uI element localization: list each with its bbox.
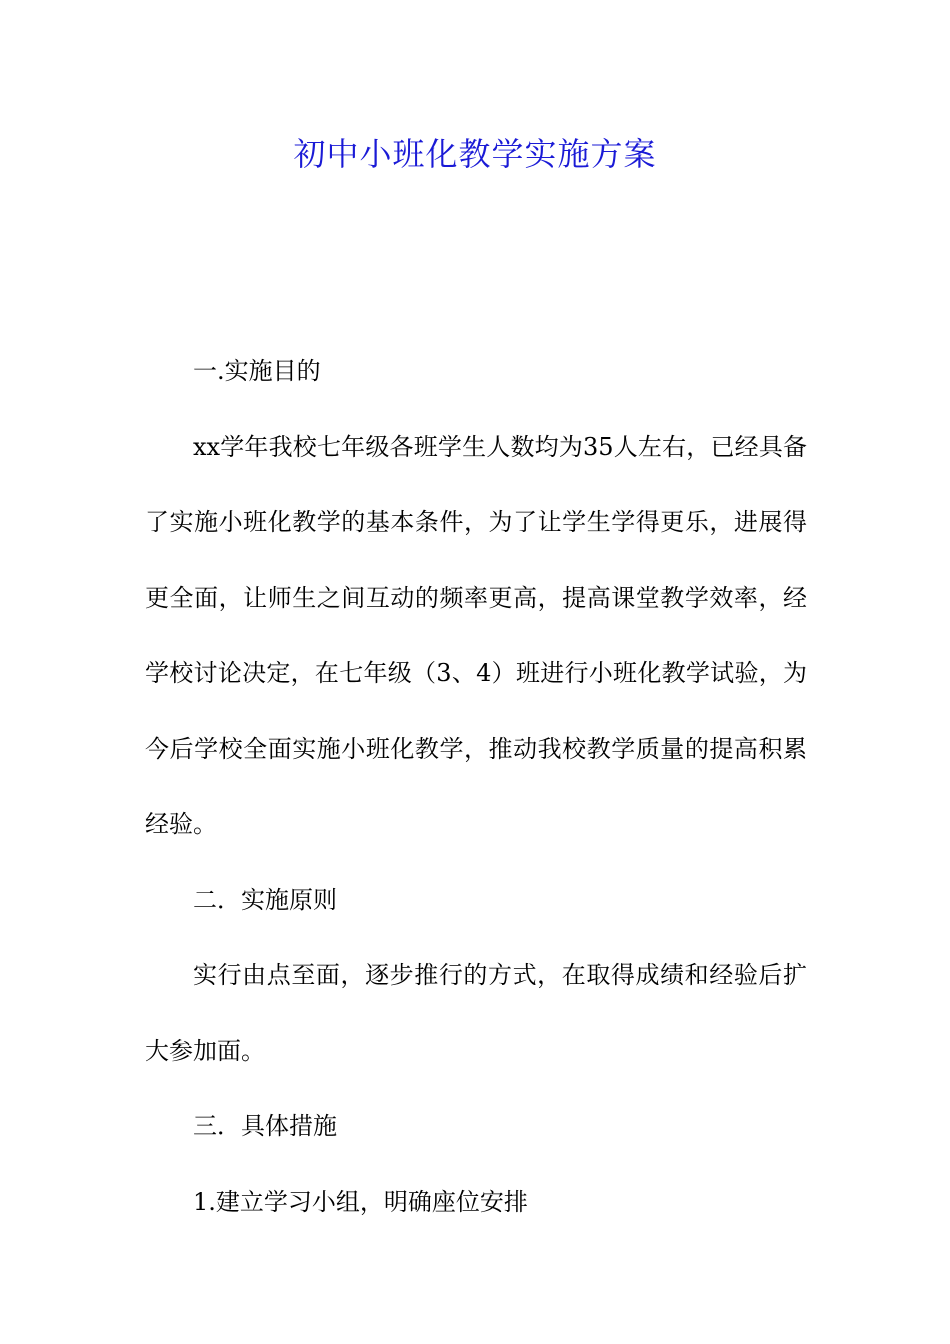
paragraph-purpose: xx学年我校七年级各班学生人数均为35人左右，已经具备了实施小班化教学的基本条件，为了让学生学得更乐，进展得更全面，让师生之间互动的频率更高，提高课堂教学效率，经学校讨论决定，在七年级（3、4）班进行小班化教学试验，为今后学校全面实施小班化教学，推动我校教学质量的提高积累经验。: [145, 432, 807, 838]
document-body: [145, 334, 807, 1240]
document-title: 初中小班化教学实施方案: [293, 135, 657, 173]
section-heading-measures: 三．具体措施: [193, 1112, 337, 1140]
paragraph-principles: 实行由点至面，逐步推行的方式，在取得成绩和经验后扩大参加面。: [145, 961, 807, 1065]
measure-item-1: 1.建立学习小组，明确座位安排: [193, 1187, 528, 1216]
section-heading-principles: 二．实施原则: [193, 885, 337, 914]
section-heading-purpose: 一.实施目的: [193, 357, 321, 385]
